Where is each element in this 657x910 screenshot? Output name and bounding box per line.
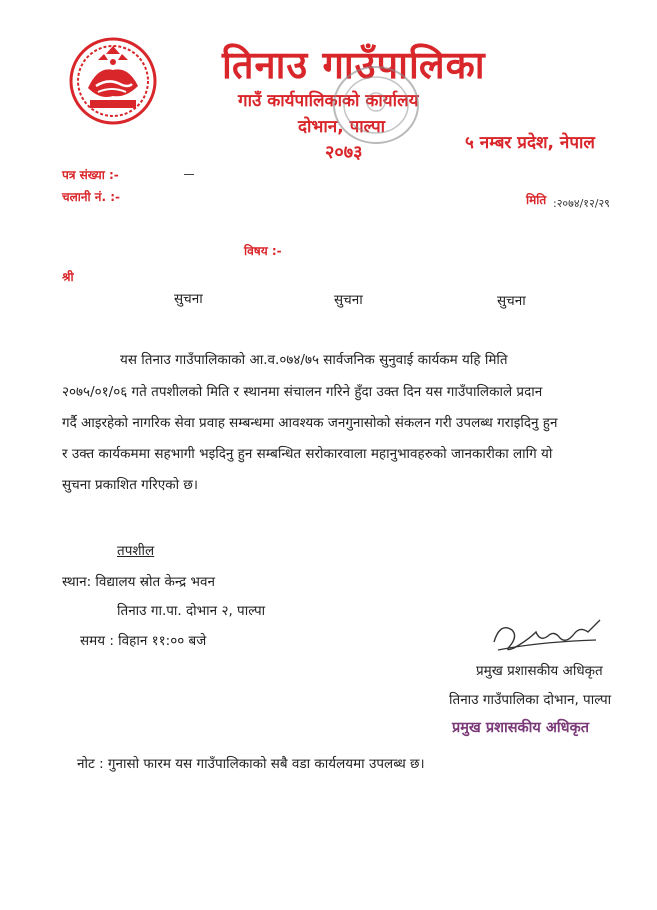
paragraph-line-3: गर्दै आइरहेको नागरिक सेवा प्रवाह सम्बन्धमा आवश्यक जनगुनासोको संकलन गरी उपलब्ध गराइदिनु हुन xyxy=(62,415,558,431)
notice-word-3: सुचना xyxy=(497,293,526,309)
notice-word-2: सुचना xyxy=(334,292,363,308)
paragraph-line-1: यस तिनाउ गाउँपालिकाको आ.व.०७४/७५ सार्वजनिक सुनुवाई कार्यकम यहि मिति xyxy=(120,352,508,368)
details-heading: तपशील xyxy=(117,543,155,559)
recipient-label: श्री xyxy=(62,270,74,284)
dispatch-number-label: चलानी नं. :- xyxy=(62,190,120,204)
ref-number-label: पत्र संख्या :- xyxy=(62,168,119,182)
details-place: स्थान: विद्यालय स्रोत केन्द्र भवन xyxy=(62,574,215,590)
office-subtitle: गाउँ कार्यपालिकाको कार्यालय xyxy=(238,91,419,111)
signatory-designation: प्रमुख प्रशासकीय अधिकृत xyxy=(476,663,603,679)
designation-stamp: प्रमुख प्रशासकीय अधिकृत xyxy=(452,720,589,736)
date-label: मिति xyxy=(526,193,547,207)
emblem-logo xyxy=(68,36,158,126)
office-title: तिनाउ गाउँपालिका xyxy=(222,43,486,87)
details-time: समय : विहान ११:०० बजे xyxy=(80,633,207,649)
office-location: दोभान, पाल्पा xyxy=(298,117,386,137)
round-seal-stamp xyxy=(330,62,422,148)
paragraph-line-4: र उक्त कार्यकममा सहभागी भइदिनु हुन सम्बन्धित सरोकारवाला महानुभावहरुको जानकारीका लागि यो xyxy=(62,446,553,462)
handwritten-signature xyxy=(488,612,608,660)
details-place-address: तिनाउ गा.पा. दोभान २, पाल्पा xyxy=(117,603,266,619)
establishment-year: २०७३ xyxy=(325,142,363,163)
signatory-office: तिनाउ गाउँपालिका दोभान, पाल्पा xyxy=(449,692,612,708)
paragraph-line-2: २०७५/०१/०६ गते तपशीलको मिति र स्थानमा संचालन गरिने हुँदा उक्त दिन यस गाउँपालिकाले प्रदान xyxy=(62,384,543,400)
ref-number-blank xyxy=(184,174,194,175)
province-line: ५ नम्बर प्रदेश, नेपाल xyxy=(465,133,595,153)
date-value: :२०७४/१२/२९ xyxy=(553,197,610,210)
subject-label: विषय :- xyxy=(244,244,282,258)
footer-note: नोट : गुनासो फारम यस गाउँपालिकाको सबै वडा कार्यलयमा उपलब्ध छ। xyxy=(77,756,425,772)
paragraph-line-5: सुचना प्रकाशित गरिएको छ। xyxy=(62,477,199,493)
notice-word-1: सुचना xyxy=(174,291,203,307)
